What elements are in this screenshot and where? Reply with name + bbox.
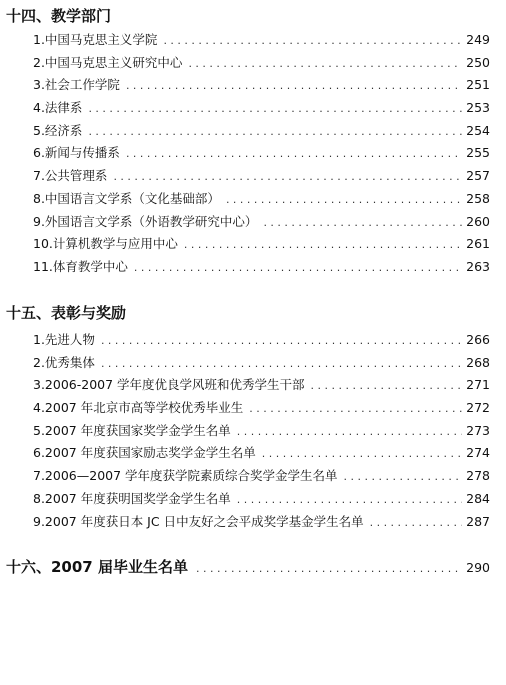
entry-label: 1.中国马克思主义学院 (33, 32, 158, 47)
entry-page-number: 287 (466, 513, 490, 529)
section-title: 十六、2007 届毕业生名单 (6, 558, 188, 576)
dot-leader (184, 234, 462, 257)
entry-page-number: 268 (466, 354, 490, 370)
entry-label: 3.2006-2007 学年度优良学风班和优秀学生干部 (33, 377, 305, 393)
entry-label: 4.法律系 (33, 100, 83, 116)
dot-leader (163, 30, 462, 53)
dot-leader (134, 257, 462, 280)
entry-page-number: 274 (466, 445, 490, 461)
dot-leader (101, 353, 462, 376)
dot-leader (311, 375, 463, 398)
entry-page-number: 251 (466, 77, 490, 93)
dot-leader (113, 166, 462, 189)
toc-entry[interactable] (6, 165, 490, 188)
dot-leader (226, 189, 462, 212)
entry-page-number: 257 (466, 168, 490, 184)
entry-label: 7.公共管理系 (33, 168, 108, 184)
entry-label: 4.2007 年北京市高等学校优秀毕业生 (33, 400, 244, 416)
entry-page-number: 290 (466, 560, 490, 575)
entry-label: 9.外国语言文学系（外语教学研究中心） (33, 213, 258, 229)
entry-page-number: 261 (466, 236, 490, 252)
section-entries (6, 29, 490, 279)
toc-entry[interactable] (6, 397, 490, 420)
entry-label: 6.新闻与传播系 (33, 145, 120, 161)
dot-leader (126, 143, 462, 166)
toc-entry[interactable] (6, 329, 490, 352)
entry-label: 11.体育教学中心 (33, 258, 128, 274)
entry-page-number: 278 (466, 468, 490, 484)
dot-leader (126, 75, 462, 98)
entry-label: 8.2007 年度获明国奖学金学生名单 (33, 490, 231, 506)
dot-leader (88, 98, 462, 121)
dot-leader (101, 330, 462, 353)
dot-leader (237, 489, 462, 512)
toc-entry[interactable] (6, 142, 490, 165)
dot-leader (88, 121, 462, 144)
toc-section-14 (6, 6, 490, 279)
entry-page-number: 254 (466, 122, 490, 138)
entry-page-number: 258 (466, 190, 490, 206)
dot-leader (344, 466, 463, 489)
toc-entry[interactable] (6, 29, 490, 52)
entry-page-number: 255 (466, 145, 490, 161)
toc-entry[interactable] (6, 211, 490, 234)
entry-label: 3.社会工作学院 (33, 77, 120, 93)
entry-label: 1.先进人物 (33, 332, 95, 347)
entry-page-number: 249 (466, 32, 490, 47)
entry-label: 5.经济系 (33, 122, 83, 138)
dot-leader (263, 212, 462, 235)
toc-entry[interactable] (6, 352, 490, 375)
entry-label: 2.优秀集体 (33, 354, 95, 370)
entry-page-number: 284 (466, 490, 490, 506)
entry-page-number: 253 (466, 100, 490, 116)
section-entries (6, 329, 490, 533)
toc-entry[interactable] (6, 233, 490, 256)
entry-label: 7.2006—2007 学年度获学院素质综合奖学金学生名单 (33, 468, 338, 484)
entry-page-number: 263 (466, 258, 490, 274)
toc-entry[interactable] (6, 374, 490, 397)
dot-leader (237, 421, 462, 444)
toc-entry[interactable] (6, 511, 490, 534)
toc-entry[interactable] (6, 120, 490, 143)
dot-leader (262, 443, 462, 466)
toc-entry[interactable] (6, 465, 490, 488)
toc-entry[interactable] (6, 97, 490, 120)
toc-entry[interactable] (6, 420, 490, 443)
toc-entry[interactable] (6, 256, 490, 279)
entry-label: 2.中国马克思主义研究中心 (33, 54, 183, 70)
entry-label: 10.计算机教学与应用中心 (33, 236, 178, 252)
entry-page-number: 273 (466, 422, 490, 438)
toc-entry[interactable] (6, 557, 490, 577)
entry-page-number: 266 (466, 332, 490, 347)
dot-leader (249, 398, 462, 421)
toc-section-16 (6, 557, 490, 577)
toc-entry[interactable] (6, 74, 490, 97)
entry-page-number: 250 (466, 54, 490, 70)
toc-entry[interactable] (6, 188, 490, 211)
dot-leader (370, 512, 463, 535)
entry-page-number: 260 (466, 213, 490, 229)
entry-label: 8.中国语言文学系（文化基础部） (33, 190, 220, 206)
toc-entry[interactable] (6, 488, 490, 511)
entry-page-number: 271 (466, 377, 490, 393)
entry-label: 6.2007 年度获国家励志奖学金学生名单 (33, 445, 256, 461)
toc-entry[interactable] (6, 442, 490, 465)
entry-label: 9.2007 年度获日本 JC 日中友好之会平成奖学基金学生名单 (33, 513, 364, 529)
entry-label: 5.2007 年度获国家奖学金学生名单 (33, 422, 231, 438)
dot-leader (196, 559, 462, 579)
section-title: 十四、教学部门 (6, 7, 112, 25)
toc-entry[interactable] (6, 52, 490, 75)
dot-leader (188, 53, 462, 76)
entry-page-number: 272 (466, 400, 490, 416)
section-title: 十五、表彰与奖励 (6, 304, 127, 322)
toc-section-15 (6, 303, 490, 533)
